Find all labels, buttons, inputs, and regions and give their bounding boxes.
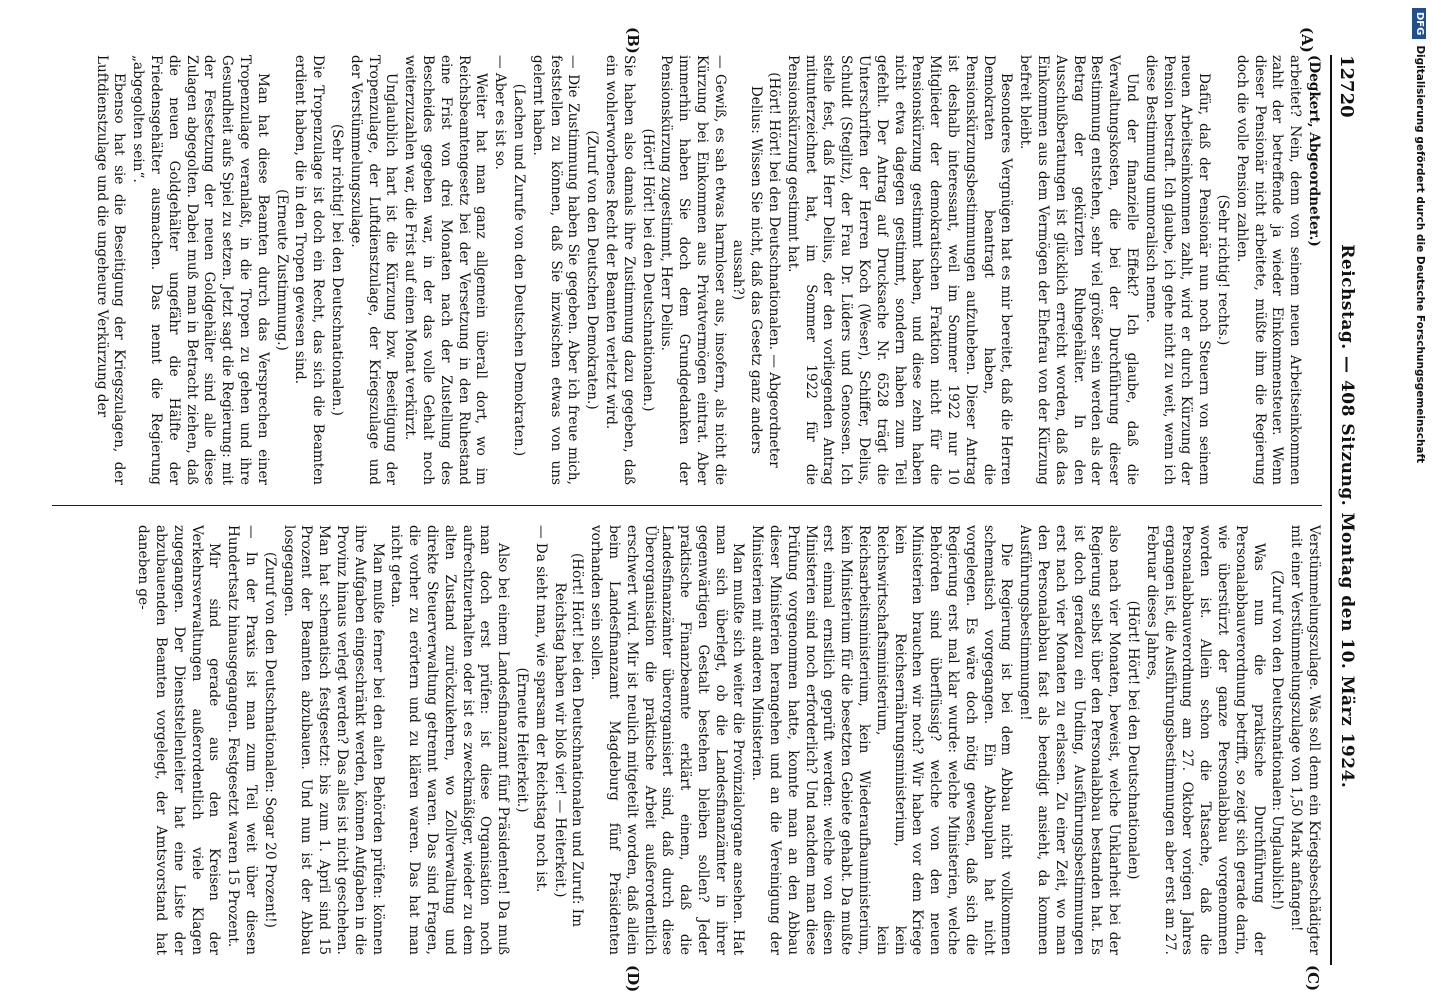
paragraph: Dafür, daß der Pensionär nun noch Steuern von seinem neuen Arbeitseinkommen zahlt, wird er durch Kürzung der Pension bestraft. Ich glaube, ich gehe nicht zu weit, wenn ich diese Bestimmung unmoralisch nenne.: [1142, 55, 1213, 485]
paragraph: Weiter hat man ganz allgemein überall dort, wo im Reichsbeamtengesetz bei der Versetzung in den Ruhestand eine Frist von drei Monaten nach der Zustellung des Bescheides gegeben war, in der das volle Gehalt noch weiterzuzahlen war, die Frist auf einen Monat verkürzt.: [402, 55, 490, 485]
paragraph: Man mußte sich weiter die Provinzialorgane ansehen. Hat man sich überlegt, ob die Landesfinanzämter in ihrer gegenwärtigen Gestalt bestehen bleiben sollen? Jeder praktische Finanzbeamte erklärt einem, daß die Landesfinanzämter überorganisiert sind, daß durch diese Überorganisation die praktische Arbeit außerordentlich erschwert wird. Mir ist neulich mitgeteilt worden, daß allein beim Landesfinanzamt Magdeburg fünf Präsidenten vorhanden sein sollen.: [588, 525, 747, 955]
paragraph: Man mußte ferner bei den alten Behörden prüfen: können ihre Aufgaben eingeschränkt werden, können Aufgaben in die Provinz hinaus verlegt werden? Das alles ist nicht geschehen. Man hat schematisch festgesetzt: bis zum 1. April sind 15 Prozent der Beamten abzubauen. Und nun ist der Abbau losgegangen.: [280, 525, 386, 955]
interjection: (Sehr richtig! bei den Deutschnationalen.): [328, 124, 345, 416]
paragraph: — Gewiß, es sah etwas harmloser aus, insofern, als nicht die Kürzung bei Einkommen aus Privatvermögen eintrat. Aber immerhin haben Sie doch dem Grundgedanken der Pensionskürzung zugestimmt, Herr Delius.: [658, 55, 728, 485]
paragraph: Die Tropenzulage ist doch ein Recht, das sich die Beamten erdient haben, die in den Tropen gewesen sind.: [292, 55, 327, 485]
interjection: (Zuruf von den Deutschnationalen: Sogar 20 Prozent!): [261, 552, 278, 928]
margin-letter-b: (B): [624, 27, 642, 54]
interjection: (Sehr richtig! rechts.): [1215, 194, 1232, 346]
paragraph: Die Regierung ist bei dem Abbau nicht vollkommen schematisch vorgegangen. Ein Abbauplan hat nicht vorgelegen. Es wäre doch nötig gewesen, daß sich die Regierung erst mal klar wurde: welche Ministerien, welche Behörden sind überflüssig? welche von den neuen Ministerien brauchen wir noch? Wir haben vor dem Kriege kein Reichsernährungsministerium, kein Reichswirtschaftsministerium, kein Reichsarbeitsministerium, kein Wiederaufbauministerium, kein Ministerium für die besetzten Gebiete gehabt. Da mußte erst einmal ernstlich geprüft werden: welche von diesen Ministerien sind noch erforderlich? Und nachdem man diese Prüfung vorgenommen hatte, konnte man an den Abbau dieser Ministerien herangehen und an die Vereinigung der Ministerien mit anderen Ministerien.: [749, 525, 1015, 955]
paragraph: arbeitet? Nein, denn von seinem neuen Arbeitseinkommen zahlt der betreffende ja wieder Einkommensteuer. Wenn dieser Pensionär nicht arbeitete, müßte ihm die Regierung doch die volle Pension zahlen.: [1233, 55, 1304, 485]
paragraph: Ebenso hat sie die Beseitigung der Kriegszulagen, der Luftdienstzulage und die ungeheure Verkürzung der: [93, 55, 128, 485]
interjection: (Hört! Hört! bei den Deutschnationalen und Zuruf: Im Reichstag haben wir bloß vier! — Heiterkeit.): [551, 553, 586, 927]
column-divider: [52, 505, 1322, 506]
speaker-label: (Degkert, Abgeordneter.): [1306, 55, 1322, 247]
interjection: (Hört! Hört! bei den Deutschnationalen. — Abgeordneter Delius: Wissen Sie nicht, daß das Gesetz ganz anders aussah?): [730, 72, 783, 468]
paragraph: Was nun die praktische Durchführung der Personalabbauverordnung betrifft, so zeigt sich gerade darin, wie überstürzt der ganze Personalabbau vorgenommen worden ist. Allein schon die Tatsache, daß die Personalabbauverordnung am 27. Oktober vorigen Jahres ergangen ist, die Ausführungsbestimmungen aber erst am 27. Februar dieses Jahres,: [1143, 525, 1267, 955]
paragraph: — In der Praxis ist man zum Teil weit über diesen Hundertsatz hinausgegangen. Festgesetzt waren 15 Prozent.: [225, 525, 259, 955]
interjection: (Erneute Heiterkeit.): [513, 667, 530, 813]
rotated-page: [52, 27, 1362, 993]
interjection: (Erneute Zustimmung.): [273, 189, 290, 351]
document-page: [52, 27, 1362, 993]
margin-letter-a: (A): [1298, 27, 1316, 53]
page-number: 12720: [1336, 55, 1358, 118]
paragraph: — Die Zustimmung haben Sie gegeben. Aber ich freue mich, feststellen zu können, daß Sie inzwischen etwas von uns gelernt haben.: [529, 55, 582, 485]
paragraph: Sie haben also damals ihre Zustimmung dazu gegeben, daß ein wohlerworbenes Recht der Beamten verletzt wird.: [602, 55, 637, 485]
interjection: (Hört! Hört! bei den Deutschnationalen.): [639, 128, 656, 412]
paragraph: Also bei einem Landesfinanzamt fünf Präsidenten! Da muß man doch erst prüfen: ist diese Organisation noch aufrechtzuerhalten oder ist es zweckmäßiger, wieder zu dem alten Zustand zurückzukehren, wo Zollverwaltung und direkte Steuerverwaltung getrennt waren. Das sind Fragen, die vorher zu erörtern und zu klären waren. Das hat man nicht getan.: [388, 525, 512, 955]
paragraph: — Da sieht man, wie sparsam der Reichstag noch ist.: [532, 525, 549, 893]
paragraph: — Aber es ist so.: [492, 55, 509, 170]
paragraph: Unglaublich hart ist die Kürzung bzw. Beseitigung der Tropenzulage, der Luftdienstzulage, der Kriegszulage und der Verstümmelungszulage.: [347, 55, 400, 485]
paragraph: Besonderes Vergnügen hat es mir bereitet, daß die Herren Demokraten beantragt haben, die Pensionskürzungsbestimmungen aufzuheben. Dieser Antrag ist deshalb interessant, weil im Sommer 1922 nur 10 Mitglieder der demokratischen Fraktion nicht für die Pensionskürzung gestimmt haben, und diese zehn haben nicht etwa dagegen gestimmt, sondern haben zum Teil gefehlt. Der Antrag auf Drucksache Nr. 6528 trägt die Unterschriften der Herren Koch (Weser), Schiffer, Delius, Schuldt (Steglitz), der Frau Dr. Lüders und Genossen. Ich stelle fest, daß Herr Delius, der den vorliegenden Antrag mitunterzeichnet hat, im Sommer 1922 für die Pensionskürzung gestimmt hat.: [784, 55, 1015, 485]
interjection: (Zuruf von den Deutschnationalen: Unglaublich!): [1269, 570, 1286, 910]
paragraph: Mir sind gerade aus den Kreisen der Verkehrsverwaltungen außerordentlich viele Klagen zugegangen. Der Dienststellenleiter hat eine Liste der abzubauenden Beamten vorgelegt, der Amtsvorstand hat daneben ge-: [135, 525, 223, 955]
margin-letter-d: (D): [624, 965, 642, 993]
paragraph: Und der finanzielle Effekt? Ich glaube, daß die Verwaltungskosten, die bei der Durchführung dieser Bestimmung entstehen, sehr viel größer sein werden als der Betrag der gekürzten Ruhegehälter. In den Ausschußberatungen ist glücklich erreicht worden, daß das Einkommen aus dem Vermögen der Ehefrau von der Kürzung befreit bleibt.: [1017, 55, 1141, 485]
digitization-credit: [1410, 8, 1430, 992]
dfg-logo: DFG: [1412, 8, 1426, 39]
interjection: (Hört! Hört! bei den Deutschnationalen): [1125, 600, 1142, 880]
interjection: (Zuruf von den Deutschen Demokraten.): [584, 130, 601, 410]
interjection: (Lachen und Zurufe von den Deutschen Demokraten.): [510, 83, 527, 457]
margin-letter-c: (C): [1304, 965, 1322, 992]
running-title: Reichstag. — 408 Sitzung. Montag den 10. März 1924.: [1337, 244, 1357, 789]
credit-text: Digitalisierung gefördert durch die Deutsche Forschungsgemeinschaft: [1414, 45, 1426, 464]
paragraph: Man hat diese Beamten durch das Versprechen einer Tropenzulage veranlaßt, in die Tropen zu gehen und ihre Gesundheit aufs Spiel zu setzen. Jetzt sagt die Regierung: mit der Festsetzung der neuen Goldgehälter sind alle diese Zulagen abgegolten. Dabei muß man in Betracht ziehen, daß die neuen Goldgehälter ungefähr die Hälfte der Friedensgehälter ausmachen. Das nennt die Regierung „abgegolten sein“.: [130, 55, 271, 485]
left-column: [52, 55, 1322, 485]
paragraph: also nach vier Monaten, beweist, welche Unklarheit bei der Regierung selbst über den Personalabbau bestanden hat. Es ist doch geradezu ein Unding, Ausführungsbestimmungen erst nach vier Monaten zu erlassen. Zu einer Zeit, wo man den Personalabbau fast als beendigt ansieht, da kommen Ausführungsbestimmungen!: [1017, 525, 1123, 955]
right-column: [52, 525, 1322, 955]
paragraph: Verstümmelungszulage. Was soll denn ein Kriegsbeschädigter mit einer Verstümmelungszulage von 1,50 Mark anfangen!: [1288, 525, 1322, 955]
page-header: [1330, 55, 1362, 965]
